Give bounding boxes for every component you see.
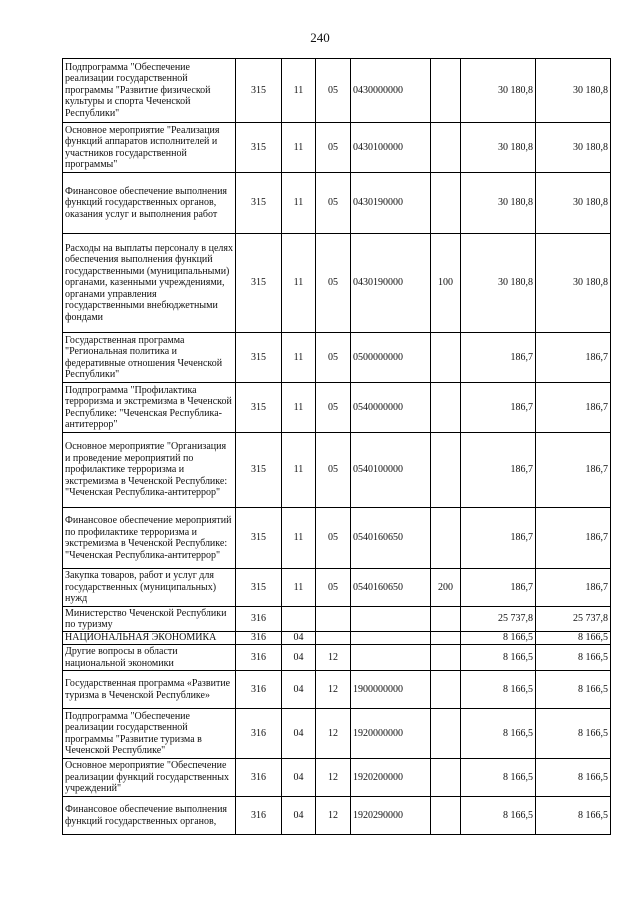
subsection-code: 12	[316, 759, 351, 797]
subsection-code: 05	[316, 234, 351, 333]
table-row	[63, 173, 611, 234]
ministry-code: 315	[236, 123, 282, 173]
section-code: 11	[282, 433, 316, 508]
ministry-code: 315	[236, 59, 282, 123]
expense-type	[431, 333, 461, 383]
subsection-code: 12	[316, 671, 351, 709]
ministry-code: 315	[236, 508, 282, 569]
row-name: Финансовое обеспечение выполнения функций государственных органов, оказания услуг и выполнения работ	[63, 173, 236, 234]
table-row	[63, 59, 611, 123]
subsection-code: 05	[316, 173, 351, 234]
ministry-code: 316	[236, 607, 282, 632]
expense-type	[431, 123, 461, 173]
table-row	[63, 797, 611, 835]
budget-table	[62, 58, 611, 835]
ministry-code: 315	[236, 173, 282, 234]
row-name: Подпрограмма "Обеспечение реализации государственной программы "Развитие физической культуры и спорта Чеченской Республики"	[63, 59, 236, 123]
ministry-code: 316	[236, 645, 282, 671]
amount-1: 186,7	[461, 433, 536, 508]
target-article: 0540160650	[351, 569, 431, 607]
section-code: 11	[282, 508, 316, 569]
amount-1: 8 166,5	[461, 797, 536, 835]
expense-type	[431, 671, 461, 709]
subsection-code	[316, 607, 351, 632]
amount-1: 186,7	[461, 333, 536, 383]
table-row	[63, 123, 611, 173]
ministry-code: 316	[236, 632, 282, 645]
expense-type: 100	[431, 234, 461, 333]
amount-2: 8 166,5	[536, 671, 611, 709]
subsection-code: 05	[316, 383, 351, 433]
ministry-code: 316	[236, 671, 282, 709]
amount-1: 30 180,8	[461, 234, 536, 333]
section-code: 11	[282, 123, 316, 173]
ministry-code: 315	[236, 569, 282, 607]
amount-2: 186,7	[536, 433, 611, 508]
ministry-code: 315	[236, 234, 282, 333]
expense-type	[431, 59, 461, 123]
expense-type	[431, 759, 461, 797]
section-code: 04	[282, 645, 316, 671]
row-name: Другие вопросы в области национальной экономики	[63, 645, 236, 671]
subsection-code: 05	[316, 59, 351, 123]
amount-2: 25 737,8	[536, 607, 611, 632]
amount-1: 8 166,5	[461, 645, 536, 671]
expense-type: 200	[431, 569, 461, 607]
amount-2: 8 166,5	[536, 632, 611, 645]
amount-2: 186,7	[536, 333, 611, 383]
amount-2: 30 180,8	[536, 123, 611, 173]
amount-1: 8 166,5	[461, 632, 536, 645]
target-article	[351, 645, 431, 671]
subsection-code	[316, 632, 351, 645]
row-name: НАЦИОНАЛЬНАЯ ЭКОНОМИКА	[63, 632, 236, 645]
amount-1: 30 180,8	[461, 59, 536, 123]
amount-2: 30 180,8	[536, 234, 611, 333]
amount-2: 8 166,5	[536, 797, 611, 835]
section-code: 11	[282, 383, 316, 433]
ministry-code: 316	[236, 709, 282, 759]
target-article: 0540100000	[351, 433, 431, 508]
page-number: 240	[310, 30, 330, 45]
subsection-code: 05	[316, 123, 351, 173]
target-article	[351, 607, 431, 632]
row-name: Подпрограмма "Обеспечение реализации государственной программы "Развитие туризма в Чеченской Республике"	[63, 709, 236, 759]
expense-type	[431, 607, 461, 632]
amount-2: 8 166,5	[536, 709, 611, 759]
amount-2: 30 180,8	[536, 59, 611, 123]
ministry-code: 315	[236, 333, 282, 383]
subsection-code: 05	[316, 333, 351, 383]
subsection-code: 05	[316, 508, 351, 569]
row-name: Финансовое обеспечение выполнения функций государственных органов,	[63, 797, 236, 835]
section-code	[282, 607, 316, 632]
amount-2: 8 166,5	[536, 645, 611, 671]
target-article: 0540160650	[351, 508, 431, 569]
amount-1: 30 180,8	[461, 173, 536, 234]
section-code: 04	[282, 759, 316, 797]
amount-1: 8 166,5	[461, 671, 536, 709]
section-code: 11	[282, 59, 316, 123]
row-name: Подпрограмма "Профилактика терроризма и экстремизма в Чеченской Республике: "Чеченская Республика-антитеррор"	[63, 383, 236, 433]
expense-type	[431, 645, 461, 671]
subsection-code: 12	[316, 797, 351, 835]
target-article: 0430190000	[351, 234, 431, 333]
target-article: 0430100000	[351, 123, 431, 173]
row-name: Государственная программа «Развитие туризма в Чеченской Республике»	[63, 671, 236, 709]
table-row	[63, 645, 611, 671]
table-row	[63, 709, 611, 759]
expense-type	[431, 508, 461, 569]
table-row	[63, 333, 611, 383]
expense-type	[431, 632, 461, 645]
section-code: 11	[282, 569, 316, 607]
expense-type	[431, 433, 461, 508]
ministry-code: 315	[236, 433, 282, 508]
amount-1: 186,7	[461, 383, 536, 433]
table-row	[63, 383, 611, 433]
amount-1: 186,7	[461, 508, 536, 569]
section-code: 11	[282, 234, 316, 333]
table-row	[63, 759, 611, 797]
amount-1: 8 166,5	[461, 709, 536, 759]
section-code: 04	[282, 671, 316, 709]
table-row	[63, 569, 611, 607]
ministry-code: 315	[236, 383, 282, 433]
section-code: 04	[282, 797, 316, 835]
amount-2: 186,7	[536, 383, 611, 433]
table-row	[63, 433, 611, 508]
ministry-code: 316	[236, 759, 282, 797]
target-article: 0540000000	[351, 383, 431, 433]
subsection-code: 05	[316, 433, 351, 508]
subsection-code: 12	[316, 709, 351, 759]
section-code: 11	[282, 333, 316, 383]
table-row	[63, 508, 611, 569]
expense-type	[431, 797, 461, 835]
row-name: Закупка товаров, работ и услуг для государственных (муниципальных) нужд	[63, 569, 236, 607]
row-name: Основное мероприятие "Обеспечение реализации функций государственных учреждений"	[63, 759, 236, 797]
amount-1: 186,7	[461, 569, 536, 607]
amount-1: 8 166,5	[461, 759, 536, 797]
amount-1: 25 737,8	[461, 607, 536, 632]
target-article: 1920290000	[351, 797, 431, 835]
amount-2: 8 166,5	[536, 759, 611, 797]
table-row	[63, 607, 611, 632]
amount-2: 186,7	[536, 508, 611, 569]
table-row	[63, 632, 611, 645]
subsection-code: 05	[316, 569, 351, 607]
row-name: Основное мероприятие "Реализация функций аппаратов исполнителей и участников государственной программы"	[63, 123, 236, 173]
ministry-code: 316	[236, 797, 282, 835]
expense-type	[431, 173, 461, 234]
target-article: 0430000000	[351, 59, 431, 123]
target-article: 1920000000	[351, 709, 431, 759]
target-article: 1920200000	[351, 759, 431, 797]
section-code: 04	[282, 632, 316, 645]
table-row	[63, 234, 611, 333]
target-article: 0500000000	[351, 333, 431, 383]
section-code: 11	[282, 173, 316, 234]
section-code: 04	[282, 709, 316, 759]
amount-2: 186,7	[536, 569, 611, 607]
expense-type	[431, 383, 461, 433]
target-article	[351, 632, 431, 645]
target-article: 0430190000	[351, 173, 431, 234]
subsection-code: 12	[316, 645, 351, 671]
row-name: Основное мероприятие "Организация и проведение мероприятий по профилактике терроризма и экстремизма в Чеченской Республике: "Чеченская Республика-антитеррор"	[63, 433, 236, 508]
amount-2: 30 180,8	[536, 173, 611, 234]
table-row	[63, 671, 611, 709]
row-name: Финансовое обеспечение мероприятий по профилактике терроризма и экстремизма в Чеченской Республике: "Чеченская Республика-антитеррор"	[63, 508, 236, 569]
row-name: Государственная программа "Региональная политика и федеративные отношения Чеченской Республики"	[63, 333, 236, 383]
target-article: 1900000000	[351, 671, 431, 709]
expense-type	[431, 709, 461, 759]
row-name: Министерство Чеченской Республики по туризму	[63, 607, 236, 632]
amount-1: 30 180,8	[461, 123, 536, 173]
row-name: Расходы на выплаты персоналу в целях обеспечения выполнения функций государственными (муниципальными) органами, казенными учреждениями, органами управления государственными внебюджетными фондами	[63, 234, 236, 333]
